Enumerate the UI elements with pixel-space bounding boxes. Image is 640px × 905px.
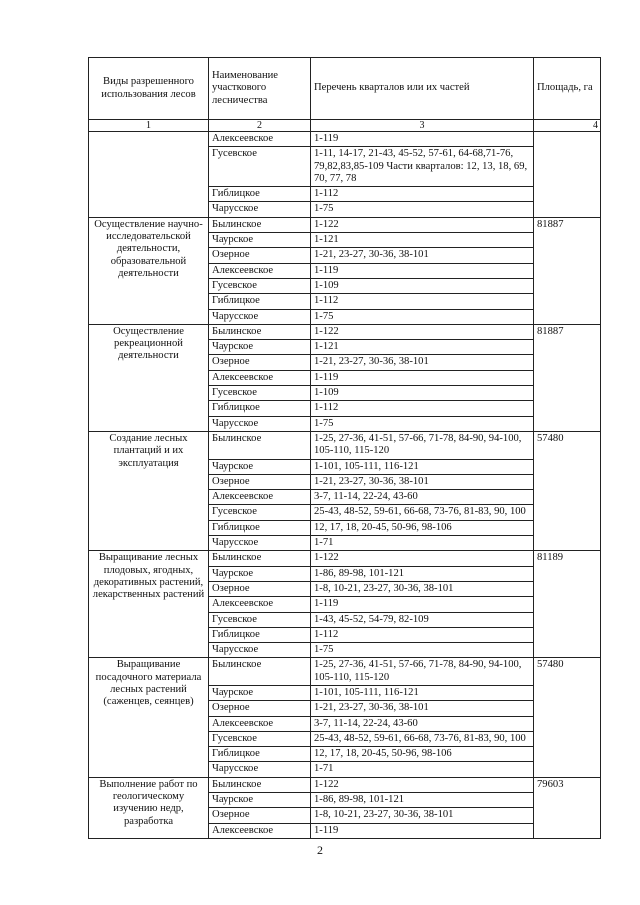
use-type-cell: Выращивание посадочного материала лесных растений (саженцев, сеянцев) <box>89 658 209 777</box>
quarters-cell: 1-75 <box>311 309 534 324</box>
forestry-name-cell: Чаурское <box>209 793 311 808</box>
quarters-cell: 1-8, 10-21, 23-27, 30-36, 38-101 <box>311 581 534 596</box>
table-row <box>89 777 601 792</box>
forestry-name-cell: Гусевское <box>209 505 311 520</box>
column-number: 2 <box>209 120 311 132</box>
quarters-cell: 1-119 <box>311 370 534 385</box>
column-number: 1 <box>89 120 209 132</box>
quarters-cell: 1-86, 89-98, 101-121 <box>311 793 534 808</box>
quarters-cell: 12, 17, 18, 20-45, 50-96, 98-106 <box>311 520 534 535</box>
quarters-cell: 1-112 <box>311 294 534 309</box>
quarters-cell: 1-8, 10-21, 23-27, 30-36, 38-101 <box>311 808 534 823</box>
forestry-name-cell: Гусевское <box>209 278 311 293</box>
forestry-name-cell: Чаурское <box>209 233 311 248</box>
quarters-cell: 25-43, 48-52, 59-61, 66-68, 73-76, 81-83, 90, 100 <box>311 731 534 746</box>
column-numbers-row <box>89 120 601 132</box>
forestry-name-cell: Озерное <box>209 808 311 823</box>
quarters-cell: 1-112 <box>311 187 534 202</box>
quarters-cell: 1-121 <box>311 233 534 248</box>
quarters-cell: 1-21, 23-27, 30-36, 38-101 <box>311 248 534 263</box>
quarters-cell: 1-119 <box>311 597 534 612</box>
forestry-name-cell: Былинское <box>209 431 311 459</box>
forestry-name-cell: Чарусское <box>209 309 311 324</box>
column-number: 4 <box>534 120 601 132</box>
forestry-name-cell: Озерное <box>209 581 311 596</box>
forestry-name-cell: Чарусское <box>209 202 311 217</box>
area-cell: 81887 <box>534 324 601 431</box>
forestry-name-cell: Озерное <box>209 355 311 370</box>
forestry-name-cell: Былинское <box>209 324 311 339</box>
quarters-cell: 1-112 <box>311 627 534 642</box>
forestry-name-cell: Чарусское <box>209 416 311 431</box>
quarters-cell: 1-25, 27-36, 41-51, 57-66, 71-78, 84-90, 94-100, 105-110, 115-120 <box>311 658 534 686</box>
quarters-cell: 1-122 <box>311 551 534 566</box>
forestry-name-cell: Алексеевское <box>209 490 311 505</box>
quarters-cell: 1-71 <box>311 762 534 777</box>
table-header <box>89 58 601 132</box>
quarters-cell: 1-21, 23-27, 30-36, 38-101 <box>311 355 534 370</box>
quarters-cell: 1-25, 27-36, 41-51, 57-66, 71-78, 84-90, 94-100, 105-110, 115-120 <box>311 431 534 459</box>
quarters-cell: 1-112 <box>311 401 534 416</box>
quarters-cell: 1-75 <box>311 643 534 658</box>
forestry-name-cell: Алексеевское <box>209 716 311 731</box>
forestry-name-cell: Алексеевское <box>209 132 311 147</box>
quarters-cell: 1-75 <box>311 202 534 217</box>
table-row <box>89 658 601 686</box>
page-number: 2 <box>317 843 323 857</box>
forestry-name-cell: Чарусское <box>209 536 311 551</box>
forestry-name-cell: Гиблицкое <box>209 187 311 202</box>
forestry-name-cell: Чаурское <box>209 685 311 700</box>
quarters-cell: 1-43, 45-52, 54-79, 82-109 <box>311 612 534 627</box>
quarters-cell: 1-119 <box>311 132 534 147</box>
use-type-cell: Создание лесных плантаций и их эксплуатация <box>89 431 209 550</box>
quarters-cell: 1-121 <box>311 340 534 355</box>
forestry-name-cell: Гусевское <box>209 386 311 401</box>
forestry-name-cell: Гиблицкое <box>209 520 311 535</box>
quarters-cell: 1-21, 23-27, 30-36, 38-101 <box>311 474 534 489</box>
column-number: 3 <box>311 120 534 132</box>
use-type-cell: Осуществление научно-исследовательской деятельности, образовательной деятельности <box>89 217 209 324</box>
forestry-name-cell: Алексеевское <box>209 263 311 278</box>
forestry-name-cell: Былинское <box>209 551 311 566</box>
use-type-cell: Выращивание лесных плодовых, ягодных, декоративных растений, лекарственных растений <box>89 551 209 658</box>
forestry-name-cell: Озерное <box>209 701 311 716</box>
quarters-cell: 3-7, 11-14, 22-24, 43-60 <box>311 490 534 505</box>
quarters-cell: 1-122 <box>311 324 534 339</box>
use-type-cell: Осуществление рекреационной деятельности <box>89 324 209 431</box>
forestry-name-cell: Озерное <box>209 248 311 263</box>
quarters-cell: 1-75 <box>311 416 534 431</box>
table-row <box>89 324 601 339</box>
quarters-cell: 1-122 <box>311 217 534 232</box>
quarters-cell: 1-122 <box>311 777 534 792</box>
quarters-cell: 25-43, 48-52, 59-61, 66-68, 73-76, 81-83, 90, 100 <box>311 505 534 520</box>
quarters-cell: 12, 17, 18, 20-45, 50-96, 98-106 <box>311 747 534 762</box>
forestry-name-cell: Гусевское <box>209 147 311 187</box>
table-row <box>89 551 601 566</box>
forestry-name-cell: Чаурское <box>209 459 311 474</box>
forestry-name-cell: Чарусское <box>209 762 311 777</box>
quarters-cell: 3-7, 11-14, 22-24, 43-60 <box>311 716 534 731</box>
forestry-name-cell: Гиблицкое <box>209 747 311 762</box>
quarters-cell: 1-71 <box>311 536 534 551</box>
quarters-cell: 1-11, 14-17, 21-43, 45-52, 57-61, 64-68,71-76, 79,82,83,85-109 Части кварталов: 12, 13, 18, 69, 70, 77, 78 <box>311 147 534 187</box>
quarters-cell: 1-21, 23-27, 30-36, 38-101 <box>311 701 534 716</box>
area-cell: 57480 <box>534 658 601 777</box>
forestry-name-cell: Былинское <box>209 658 311 686</box>
forestry-name-cell: Гиблицкое <box>209 627 311 642</box>
quarters-cell: 1-109 <box>311 386 534 401</box>
quarters-cell: 1-101, 105-111, 116-121 <box>311 685 534 700</box>
quarters-cell: 1-86, 89-98, 101-121 <box>311 566 534 581</box>
table-row <box>89 431 601 459</box>
table-body <box>89 132 601 839</box>
header-quarters-list: Перечень кварталов или их частей <box>311 58 534 120</box>
forestry-name-cell: Гусевское <box>209 612 311 627</box>
area-cell: 79603 <box>534 777 601 838</box>
forestry-name-cell: Озерное <box>209 474 311 489</box>
forestry-name-cell: Былинское <box>209 217 311 232</box>
forestry-name-cell: Алексеевское <box>209 370 311 385</box>
quarters-cell: 1-109 <box>311 278 534 293</box>
area-cell <box>534 132 601 218</box>
forestry-name-cell: Гиблицкое <box>209 401 311 416</box>
table-row <box>89 132 601 147</box>
header-area: Площадь, га <box>534 58 601 120</box>
quarters-cell: 1-119 <box>311 263 534 278</box>
forestry-name-cell: Чарусское <box>209 643 311 658</box>
forestry-name-cell: Чаурское <box>209 566 311 581</box>
forest-use-table <box>88 57 601 839</box>
forestry-name-cell: Алексеевское <box>209 823 311 838</box>
forestry-name-cell: Чаурское <box>209 340 311 355</box>
quarters-cell: 1-101, 105-111, 116-121 <box>311 459 534 474</box>
table-row <box>89 217 601 232</box>
header-forestry-name: Наименование участкового лесничества <box>209 58 311 120</box>
forestry-name-cell: Былинское <box>209 777 311 792</box>
area-cell: 57480 <box>534 431 601 550</box>
forestry-name-cell: Гусевское <box>209 731 311 746</box>
quarters-cell: 1-119 <box>311 823 534 838</box>
forestry-name-cell: Гиблицкое <box>209 294 311 309</box>
use-type-cell: Выполнение работ по геологическому изучению недр, разработка <box>89 777 209 838</box>
area-cell: 81887 <box>534 217 601 324</box>
use-type-cell <box>89 132 209 218</box>
forestry-name-cell: Алексеевское <box>209 597 311 612</box>
header-use-type: Виды разрешенного использования лесов <box>89 58 209 120</box>
area-cell: 81189 <box>534 551 601 658</box>
